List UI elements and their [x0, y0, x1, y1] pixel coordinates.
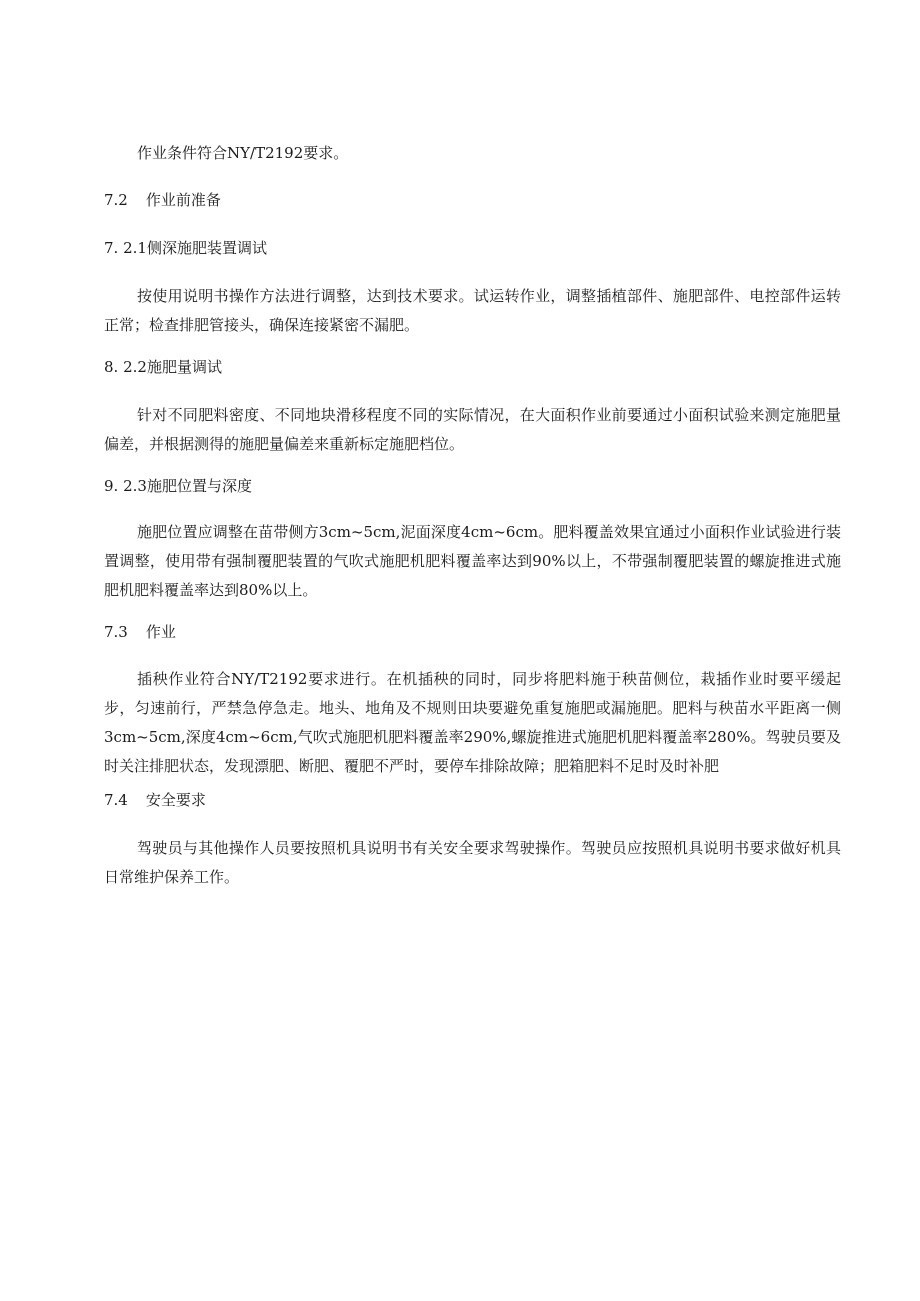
heading-number: 7. 2.1 — [104, 239, 147, 257]
paragraph-7-3: 插秧作业符合NY/T2192要求进行。在机插秧的同时，同步将肥料施于秧苗侧位，栽插作业时要平缓起步，匀速前行，严禁急停急走。地头、地角及不规则田块要避免重复施肥或漏施肥。肥料与秧苗水平距离一侧3cm~5cm,深度4cm~6cm,气吹式施肥机肥料覆盖率290%,螺旋推进式施肥机肥料覆盖率280%。驾驶员要及时关注排肥状态，发现漂肥、断肥、覆肥不严时，要停车排除故障；肥箱肥料不足时及时补肥 — [104, 670, 841, 775]
heading-7-3 — [104, 622, 176, 642]
heading-title: 作业前准备 — [145, 191, 221, 209]
heading-title: 施肥量调试 — [146, 358, 222, 376]
heading-number: 8. 2.2 — [104, 358, 147, 376]
heading-7-2 — [104, 190, 221, 210]
paragraph-operating-conditions: 作业条件符合NY/T2192要求。 — [137, 144, 349, 162]
paragraph-7-2-1: 按使用说明书操作方法进行调整，达到技术要求。试运转作业，调整插植部件、施肥部件、电控部件运转正常；检查排肥管接头，确保连接紧密不漏肥。 — [104, 287, 841, 334]
heading-number: 9. 2.3 — [104, 477, 147, 495]
heading-number: 7.3 — [104, 623, 128, 641]
paragraph-9-2-3: 施肥位置应调整在苗带侧方3cm~5cm,泥面深度4cm~6cm。肥料覆盖效果宜通过小面积作业试验进行装置调整，使用带有强制覆肥装置的气吹式施肥机肥料覆盖率达到90%以上，不带强制覆肥装置的螺旋推进式施肥机肥料覆盖率达到80%以上。 — [104, 523, 841, 599]
paragraph-8-2-2: 针对不同肥料密度、不同地块滑移程度不同的实际情况，在大面积作业前要通过小面积试验来测定施肥量偏差，并根据测得的施肥量偏差来重新标定施肥档位。 — [104, 406, 841, 453]
heading-8-2-2 — [104, 357, 222, 377]
heading-number: 7.4 — [104, 791, 128, 809]
heading-title: 作业 — [145, 623, 176, 641]
heading-number: 7.2 — [104, 191, 128, 209]
heading-title: 施肥位置与深度 — [146, 477, 252, 495]
heading-title: 侧深施肥装置调试 — [146, 239, 267, 257]
heading-9-2-3 — [104, 476, 252, 496]
heading-7-4 — [104, 790, 206, 810]
paragraph-7-4: 驾驶员与其他操作人员要按照机具说明书有关安全要求驾驶操作。驾驶员应按照机具说明书要求做好机具日常维护保养工作。 — [104, 839, 841, 886]
heading-title: 安全要求 — [145, 791, 206, 809]
heading-7-2-1 — [104, 238, 267, 258]
